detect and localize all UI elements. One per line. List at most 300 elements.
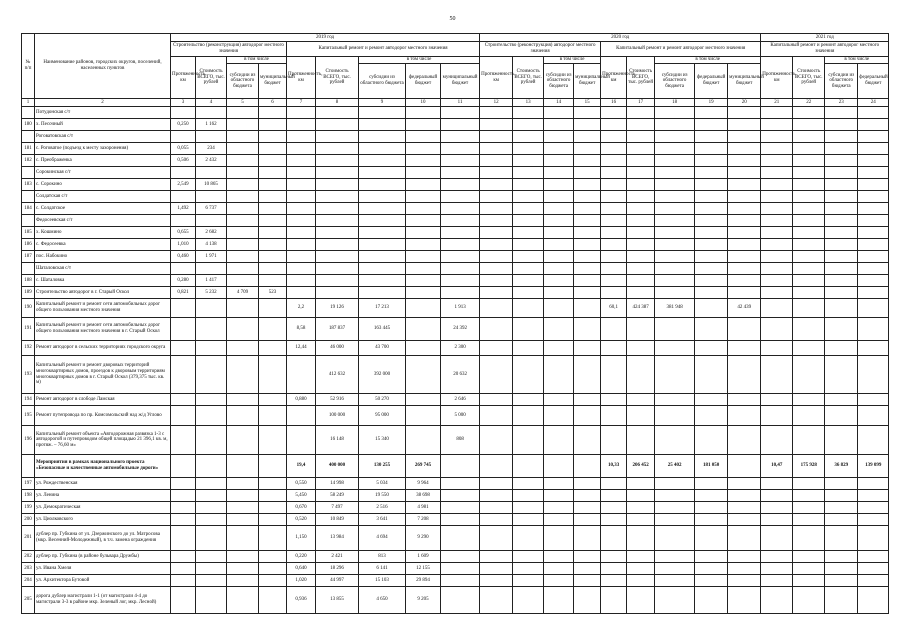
cell-value bbox=[695, 526, 728, 551]
row-name: Ремонт автодорог в сельских территориях городского округа bbox=[35, 341, 171, 356]
cell-value bbox=[858, 263, 889, 275]
cell-value bbox=[196, 551, 227, 563]
cell-value: 0,821 bbox=[171, 287, 196, 299]
cell-value bbox=[406, 131, 441, 143]
cell-value bbox=[728, 215, 761, 227]
cell-value bbox=[544, 191, 574, 203]
cell-value bbox=[574, 107, 601, 119]
cell-value bbox=[480, 227, 513, 239]
cell-value bbox=[406, 227, 441, 239]
row-number: 205 bbox=[22, 587, 35, 614]
cell-value bbox=[359, 143, 406, 155]
col-name-header: Наименование районов, городских округов, поселений, населенных пунктов bbox=[35, 34, 171, 99]
cell-value bbox=[655, 394, 695, 406]
cell-value bbox=[793, 318, 825, 341]
cell-value bbox=[441, 563, 480, 575]
cell-value bbox=[695, 167, 728, 179]
cell-value bbox=[196, 215, 227, 227]
cell-value: 2 646 bbox=[441, 394, 480, 406]
cell-value bbox=[793, 107, 825, 119]
cell-value: 0,670 bbox=[287, 502, 316, 514]
cell-value bbox=[513, 394, 544, 406]
cell-value bbox=[287, 251, 316, 263]
cell-value bbox=[574, 341, 601, 356]
cell-value bbox=[655, 356, 695, 394]
cell-value bbox=[513, 155, 544, 167]
cell-value bbox=[627, 356, 655, 394]
cell-value: 95 000 bbox=[359, 406, 406, 426]
column-number: 14 bbox=[544, 99, 574, 107]
cell-value bbox=[655, 287, 695, 299]
cell-value: 7 497 bbox=[316, 502, 359, 514]
cell-value bbox=[259, 275, 287, 287]
cell-value bbox=[406, 215, 441, 227]
cell-value bbox=[259, 563, 287, 575]
column-number: 6 bbox=[259, 99, 287, 107]
row-number: 193 bbox=[22, 356, 35, 394]
cell-value bbox=[761, 143, 793, 155]
cell-value bbox=[441, 155, 480, 167]
cell-value bbox=[655, 406, 695, 426]
cell-value bbox=[544, 239, 574, 251]
cell-value bbox=[513, 490, 544, 502]
cell-value bbox=[513, 299, 544, 318]
cell-value bbox=[259, 394, 287, 406]
cell-value: 163 445 bbox=[359, 318, 406, 341]
cell-value bbox=[227, 179, 259, 191]
cell-value bbox=[825, 287, 858, 299]
cell-value bbox=[259, 119, 287, 131]
cell-value bbox=[316, 227, 359, 239]
cell-value bbox=[544, 455, 574, 478]
cell-value bbox=[858, 275, 889, 287]
cell-value bbox=[287, 191, 316, 203]
cell-value bbox=[259, 179, 287, 191]
cell-value bbox=[513, 143, 544, 155]
cell-value bbox=[359, 251, 406, 263]
cell-value bbox=[627, 341, 655, 356]
cell-value bbox=[316, 167, 359, 179]
cell-value bbox=[695, 356, 728, 394]
cell-value bbox=[544, 587, 574, 614]
cell-value bbox=[793, 155, 825, 167]
cell-value bbox=[858, 514, 889, 526]
cell-value bbox=[513, 119, 544, 131]
h-municipal: муниципальный бюджет bbox=[574, 64, 601, 99]
cell-value bbox=[627, 318, 655, 341]
cell-value bbox=[761, 119, 793, 131]
cell-value bbox=[544, 514, 574, 526]
cell-value bbox=[601, 502, 627, 514]
h-municipal: муниципальный бюджет bbox=[259, 64, 287, 99]
cell-value bbox=[825, 119, 858, 131]
cell-value bbox=[601, 318, 627, 341]
cell-value bbox=[171, 426, 196, 455]
row-name: с. Сорокино bbox=[35, 179, 171, 191]
cell-value: 2,2 bbox=[287, 299, 316, 318]
cell-value: 19,4 bbox=[287, 455, 316, 478]
cell-value: 4 981 bbox=[406, 502, 441, 514]
cell-value bbox=[627, 251, 655, 263]
cell-value bbox=[259, 215, 287, 227]
cell-value bbox=[574, 191, 601, 203]
cell-value bbox=[627, 215, 655, 227]
cell-value bbox=[761, 131, 793, 143]
cell-value bbox=[513, 587, 544, 614]
cell-value bbox=[761, 287, 793, 299]
cell-value bbox=[601, 119, 627, 131]
cell-value bbox=[728, 426, 761, 455]
cell-value bbox=[513, 263, 544, 275]
cell-value bbox=[695, 251, 728, 263]
cell-value bbox=[601, 167, 627, 179]
cell-value bbox=[316, 191, 359, 203]
cell-value bbox=[601, 131, 627, 143]
cell-value bbox=[316, 179, 359, 191]
cell-value bbox=[480, 119, 513, 131]
cell-value bbox=[825, 251, 858, 263]
cell-value bbox=[601, 215, 627, 227]
cell-value bbox=[171, 394, 196, 406]
cell-value bbox=[544, 490, 574, 502]
cell-value bbox=[728, 179, 761, 191]
cell-value bbox=[858, 478, 889, 490]
cell-value: 7 208 bbox=[406, 514, 441, 526]
cell-value bbox=[728, 203, 761, 215]
cell-value bbox=[287, 119, 316, 131]
h-length: Протяженность, км bbox=[171, 57, 196, 99]
table-row bbox=[22, 455, 889, 478]
cell-value bbox=[627, 107, 655, 119]
group-2021-repair: Капитальный ремонт и ремонт автодорог местного значения bbox=[761, 42, 889, 57]
cell-value bbox=[259, 490, 287, 502]
cell-value bbox=[695, 239, 728, 251]
cell-value bbox=[316, 275, 359, 287]
cell-value bbox=[761, 526, 793, 551]
cell-value bbox=[655, 239, 695, 251]
cell-value: 175 928 bbox=[793, 455, 825, 478]
cell-value bbox=[316, 119, 359, 131]
cell-value bbox=[627, 551, 655, 563]
cell-value bbox=[858, 119, 889, 131]
cell-value bbox=[574, 227, 601, 239]
cell-value bbox=[761, 251, 793, 263]
cell-value bbox=[728, 563, 761, 575]
cell-value bbox=[655, 131, 695, 143]
cell-value: 52 916 bbox=[316, 394, 359, 406]
row-name: с. Преображенка bbox=[35, 155, 171, 167]
cell-value bbox=[793, 143, 825, 155]
cell-value bbox=[655, 107, 695, 119]
cell-value bbox=[601, 563, 627, 575]
cell-value bbox=[728, 227, 761, 239]
cell-value: 1,020 bbox=[287, 575, 316, 587]
cell-value: 1,010 bbox=[171, 239, 196, 251]
cell-value bbox=[513, 191, 544, 203]
cell-value: 14 998 bbox=[316, 478, 359, 490]
group-row bbox=[22, 167, 889, 179]
cell-value bbox=[695, 131, 728, 143]
table-row bbox=[22, 526, 889, 551]
cell-value bbox=[227, 575, 259, 587]
cell-value bbox=[793, 299, 825, 318]
cell-value bbox=[513, 275, 544, 287]
cell-value bbox=[858, 563, 889, 575]
column-number: 12 bbox=[480, 99, 513, 107]
cell-value bbox=[287, 356, 316, 394]
cell-value bbox=[601, 227, 627, 239]
cell-value bbox=[793, 341, 825, 356]
cell-value bbox=[695, 107, 728, 119]
h-in-that: в том числе bbox=[825, 57, 889, 64]
cell-value bbox=[761, 239, 793, 251]
cell-value bbox=[695, 179, 728, 191]
cell-value: 4 694 bbox=[359, 526, 406, 551]
cell-value bbox=[196, 526, 227, 551]
row-name: с. Федосеевка bbox=[35, 239, 171, 251]
cell-value bbox=[259, 426, 287, 455]
cell-value bbox=[544, 131, 574, 143]
cell-value bbox=[761, 215, 793, 227]
cell-value bbox=[171, 406, 196, 426]
cell-value bbox=[695, 275, 728, 287]
column-number: 1 bbox=[22, 99, 35, 107]
cell-value bbox=[601, 514, 627, 526]
group-row bbox=[22, 107, 889, 119]
cell-value bbox=[655, 227, 695, 239]
cell-value bbox=[406, 299, 441, 318]
cell-value bbox=[601, 526, 627, 551]
cell-value bbox=[601, 575, 627, 587]
cell-value bbox=[574, 131, 601, 143]
h-federal: федеральный бюджет bbox=[406, 64, 441, 99]
cell-value: 43 700 bbox=[359, 341, 406, 356]
cell-value bbox=[858, 394, 889, 406]
cell-value: 6 141 bbox=[359, 563, 406, 575]
cell-value: 1,492 bbox=[171, 203, 196, 215]
cell-value bbox=[227, 203, 259, 215]
cell-value bbox=[196, 394, 227, 406]
cell-value bbox=[825, 587, 858, 614]
cell-value: 181 050 bbox=[695, 455, 728, 478]
cell-value bbox=[544, 299, 574, 318]
cell-value bbox=[316, 131, 359, 143]
row-name: Ремонт автодорог в слободе Ламская bbox=[35, 394, 171, 406]
cell-value bbox=[406, 155, 441, 167]
cell-value: 0,460 bbox=[171, 251, 196, 263]
cell-value bbox=[825, 275, 858, 287]
row-name: ул. Ленина bbox=[35, 490, 171, 502]
cell-value bbox=[544, 215, 574, 227]
cell-value bbox=[259, 227, 287, 239]
cell-value: 1 971 bbox=[196, 251, 227, 263]
cell-value bbox=[601, 239, 627, 251]
cell-value: 13 984 bbox=[316, 526, 359, 551]
row-number: 191 bbox=[22, 318, 35, 341]
cell-value: 1 609 bbox=[406, 551, 441, 563]
cell-value bbox=[287, 203, 316, 215]
cell-value bbox=[513, 251, 544, 263]
cell-value bbox=[359, 203, 406, 215]
cell-value bbox=[655, 341, 695, 356]
column-number: 9 bbox=[359, 99, 406, 107]
cell-value: 0,550 bbox=[287, 478, 316, 490]
cell-value bbox=[287, 227, 316, 239]
cell-value bbox=[359, 263, 406, 275]
cell-value bbox=[544, 287, 574, 299]
cell-value bbox=[574, 575, 601, 587]
cell-value bbox=[728, 239, 761, 251]
cell-value bbox=[441, 227, 480, 239]
cell-value bbox=[655, 563, 695, 575]
cell-value bbox=[359, 227, 406, 239]
cell-value: 5,450 bbox=[287, 490, 316, 502]
cell-value bbox=[761, 227, 793, 239]
cell-value bbox=[728, 131, 761, 143]
cell-value bbox=[655, 155, 695, 167]
h-cost: Стоимость ВСЕГО, тыс. рублей bbox=[316, 57, 359, 99]
row-name: х. Песочный bbox=[35, 119, 171, 131]
group-name: Шаталовская с/т bbox=[35, 263, 171, 275]
cell-value bbox=[227, 191, 259, 203]
cell-value bbox=[574, 299, 601, 318]
cell-value bbox=[406, 356, 441, 394]
cell-value bbox=[825, 318, 858, 341]
cell-value bbox=[544, 394, 574, 406]
cell-value bbox=[858, 155, 889, 167]
cell-value bbox=[761, 167, 793, 179]
cell-value bbox=[574, 318, 601, 341]
cell-value: 38 698 bbox=[406, 490, 441, 502]
column-number: 2 bbox=[35, 99, 171, 107]
cell-value: 12 155 bbox=[406, 563, 441, 575]
cell-value bbox=[544, 356, 574, 394]
cell-value bbox=[825, 155, 858, 167]
cell-value bbox=[441, 203, 480, 215]
cell-value bbox=[574, 119, 601, 131]
cell-value bbox=[513, 575, 544, 587]
cell-value bbox=[544, 119, 574, 131]
cell-value bbox=[513, 131, 544, 143]
column-number: 4 bbox=[196, 99, 227, 107]
cell-value bbox=[196, 563, 227, 575]
h-subsidy: субсидии из областного бюджета bbox=[227, 64, 259, 99]
cell-value bbox=[695, 155, 728, 167]
cell-value bbox=[227, 514, 259, 526]
cell-value bbox=[480, 490, 513, 502]
cell-value bbox=[171, 263, 196, 275]
cell-value bbox=[601, 394, 627, 406]
cell-value: 60,1 bbox=[601, 299, 627, 318]
cell-value bbox=[227, 131, 259, 143]
row-number: 187 bbox=[22, 251, 35, 263]
cell-value bbox=[858, 426, 889, 455]
row-number: 185 bbox=[22, 227, 35, 239]
row-number: 180 bbox=[22, 119, 35, 131]
cell-value bbox=[441, 575, 480, 587]
cell-value bbox=[793, 490, 825, 502]
cell-value bbox=[259, 131, 287, 143]
cell-value bbox=[761, 563, 793, 575]
cell-value bbox=[695, 514, 728, 526]
cell-value bbox=[259, 143, 287, 155]
cell-value bbox=[227, 563, 259, 575]
cell-value: 0,250 bbox=[171, 119, 196, 131]
cell-value bbox=[359, 239, 406, 251]
cell-value bbox=[601, 155, 627, 167]
cell-value bbox=[441, 143, 480, 155]
cell-value bbox=[761, 551, 793, 563]
table-row bbox=[22, 299, 889, 318]
cell-value bbox=[858, 551, 889, 563]
cell-value bbox=[196, 478, 227, 490]
cell-value bbox=[825, 563, 858, 575]
cell-value: 0,640 bbox=[287, 563, 316, 575]
table-row bbox=[22, 426, 889, 455]
cell-value: 139 099 bbox=[858, 455, 889, 478]
cell-value bbox=[259, 514, 287, 526]
row-name: с. Солдатское bbox=[35, 203, 171, 215]
group-row bbox=[22, 131, 889, 143]
cell-value: 10 849 bbox=[316, 514, 359, 526]
cell-value bbox=[196, 356, 227, 394]
table-row bbox=[22, 587, 889, 614]
cell-value bbox=[601, 263, 627, 275]
cell-value bbox=[574, 406, 601, 426]
cell-value bbox=[728, 191, 761, 203]
cell-value bbox=[441, 263, 480, 275]
h-subsidy: субсидии из областного бюджета bbox=[655, 64, 695, 99]
cell-value bbox=[574, 179, 601, 191]
cell-value bbox=[196, 514, 227, 526]
cell-value bbox=[480, 341, 513, 356]
cell-value bbox=[196, 455, 227, 478]
cell-value bbox=[406, 275, 441, 287]
cell-value bbox=[793, 502, 825, 514]
cell-value bbox=[227, 341, 259, 356]
row-number: 202 bbox=[22, 551, 35, 563]
cell-value bbox=[728, 502, 761, 514]
cell-value bbox=[441, 215, 480, 227]
cell-value bbox=[513, 167, 544, 179]
cell-value bbox=[825, 215, 858, 227]
cell-value bbox=[359, 179, 406, 191]
cell-value bbox=[627, 167, 655, 179]
column-number: 3 bbox=[171, 99, 196, 107]
cell-value bbox=[574, 203, 601, 215]
table-row bbox=[22, 341, 889, 356]
h-length: Протяженность, км bbox=[601, 57, 627, 99]
cell-value: 808 bbox=[441, 426, 480, 455]
cell-value bbox=[480, 514, 513, 526]
cell-value: 381 948 bbox=[655, 299, 695, 318]
cell-value bbox=[259, 551, 287, 563]
cell-value bbox=[858, 587, 889, 614]
group-2020-construction: Строительство (реконструкция) автодорог местного значения bbox=[480, 42, 601, 57]
cell-value bbox=[513, 203, 544, 215]
cell-value bbox=[695, 587, 728, 614]
column-number: 17 bbox=[627, 99, 655, 107]
cell-value: 523 bbox=[259, 287, 287, 299]
cell-value bbox=[227, 455, 259, 478]
table-row bbox=[22, 239, 889, 251]
cell-value bbox=[171, 318, 196, 341]
cell-value bbox=[513, 563, 544, 575]
cell-value bbox=[227, 394, 259, 406]
cell-value bbox=[858, 215, 889, 227]
cell-value bbox=[793, 478, 825, 490]
group-row bbox=[22, 263, 889, 275]
